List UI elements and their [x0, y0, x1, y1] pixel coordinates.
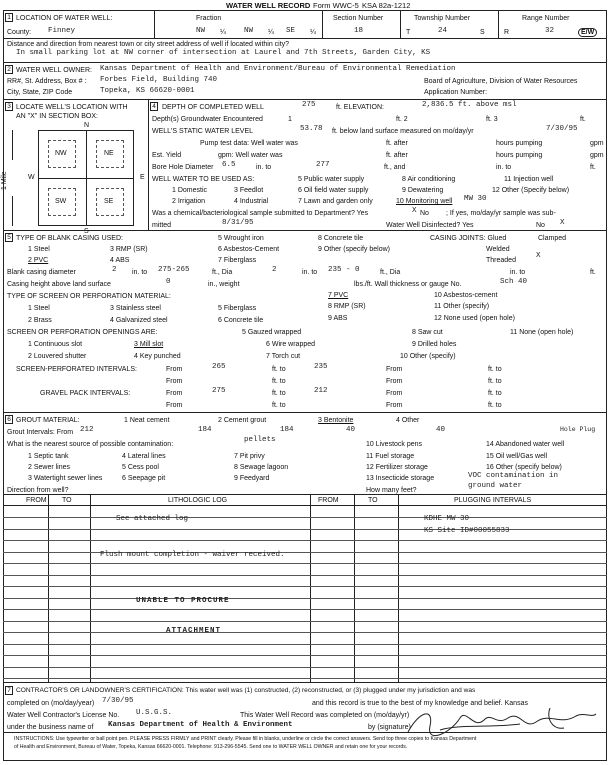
locate-label-1: LOCATE WELL'S LOCATION WITH: [16, 104, 128, 111]
screen-10: 10 Asbestos-cement: [434, 292, 498, 299]
form-title: WATER WELL RECORD: [226, 1, 311, 10]
log-row-line: [3, 563, 607, 564]
log-row-line: [3, 586, 607, 587]
log-row-line: [3, 575, 607, 576]
static-value: 53.78: [300, 125, 323, 133]
perf-to-value: 235: [314, 363, 328, 371]
form-number: Form WWC-5: [313, 1, 359, 10]
pellets-note: pellets: [244, 436, 276, 444]
county-value: Finney: [48, 27, 76, 35]
completed-label: completed on (mo/day/year): [7, 700, 95, 707]
log-row-line: [3, 609, 607, 610]
signature-label: by (signature): [368, 724, 411, 731]
grout-from-1: 212: [80, 426, 94, 434]
contam-1: 1 Septic tank: [28, 453, 69, 460]
screen-4: 4 Galvanized steel: [110, 317, 168, 324]
township-number-label: Township Number: [414, 15, 471, 22]
true-text: and this record is true to the best of my knowledge and belief. Kansas: [312, 700, 528, 707]
quadrant-sw: SW: [55, 198, 67, 205]
casing-1: 1 Steel: [28, 246, 50, 253]
range-direction: E/W: [578, 28, 597, 37]
yield-hours: hours pumping: [496, 152, 543, 159]
bore-and: ft., and: [384, 164, 406, 171]
log-to-header: TO: [62, 497, 72, 504]
opening-3: 3 Mill slot: [134, 341, 164, 348]
submitted-label: mitted: [152, 222, 172, 229]
gravel-from-4: From: [386, 402, 403, 409]
direction-label: Direction from well?: [7, 487, 69, 494]
contam-16: 16 Other (specify below): [486, 464, 562, 471]
use-4: 4 Industrial: [234, 198, 269, 205]
grout-4: 4 Other: [396, 417, 420, 424]
yield-gpm: gpm: [590, 152, 604, 159]
screen-material-label: TYPE OF SCREEN OR PERFORATION MATERIAL:: [7, 293, 171, 300]
bore-depth: 277: [316, 161, 330, 169]
log-row-line: [3, 540, 607, 541]
diameter-in-to: in. to: [132, 269, 148, 276]
application-label: Application Number:: [424, 89, 488, 96]
log-attachment: ATTACHMENT: [166, 627, 222, 635]
compass-e: E: [140, 174, 145, 181]
static-date: 7/30/95: [546, 125, 578, 133]
use-6: 6 Oil field water supply: [298, 187, 369, 194]
use-3: 3 Feedlot: [234, 187, 264, 194]
height-label: Casing height above land surface: [7, 281, 111, 288]
opening-4: 4 Key punched: [134, 353, 181, 360]
chem-tail: ; If yes, mo/day/yr sample was sub-: [446, 210, 556, 217]
log-row-line: [3, 621, 607, 622]
screen-7: 7 PVC: [328, 292, 349, 299]
log-row-line: [3, 632, 607, 633]
plug-site-id: KS Site ID#00055833: [424, 527, 510, 535]
grout-from-3: 40: [436, 426, 446, 434]
one-mile-label: 1 Mile: [1, 171, 8, 190]
log-row-line: [3, 678, 607, 679]
contam-7: 7 Pit privy: [234, 453, 265, 460]
wall-value: Sch 40: [500, 278, 528, 286]
license-value: U.S.G.S.: [136, 709, 173, 717]
gravel-label: GRAVEL PACK INTERVALS:: [40, 390, 131, 397]
contam-13: 13 Insecticide storage: [366, 475, 435, 482]
fraction-q1-quarter: ¼: [220, 29, 226, 36]
casing-9: 9 Other (specify below): [318, 246, 390, 253]
form-ksa: KSA 82a-1212: [362, 1, 411, 10]
contam-10: 10 Livestock pens: [366, 441, 423, 448]
plugging-intervals-header: PLUGGING INTERVALS: [454, 497, 532, 504]
contam-2: 2 Sewer lines: [28, 464, 71, 471]
range-r: R: [504, 29, 510, 36]
opening-6: 6 Wire wrapped: [266, 341, 316, 348]
diameter-2-value: 2: [272, 266, 277, 274]
contam-4: 4 Lateral lines: [122, 453, 166, 460]
use-10: 10 Monitoring well: [396, 198, 453, 205]
range-number-label: Range Number: [522, 15, 570, 22]
diameter-value: 2: [112, 266, 117, 274]
casing-threaded: Threaded: [486, 257, 516, 264]
record-text: This Water Well Record was completed on (mo/day/yr): [240, 712, 410, 719]
screen-12: 12 None used (open hole): [434, 315, 515, 322]
screen-1: 1 Steel: [28, 305, 50, 312]
license-label: Water Well Contractor's License No.: [7, 712, 120, 719]
bore-in-to: in. to: [496, 164, 512, 171]
groundwater-end: ft.: [580, 116, 586, 123]
opening-7: 7 Torch cut: [266, 353, 301, 360]
disinfect-no: No: [536, 222, 545, 229]
bore-to: in. to: [256, 164, 272, 171]
diameter-2-in-to: in. to: [302, 269, 318, 276]
screen-9: 9 ABS: [328, 315, 348, 322]
certification-text: CONTRACTOR'S OR LANDOWNER'S CERTIFICATION: This water well was (1) constructed, (2) reconstructed, or (3) plugged under my jurisdiction and was: [16, 687, 476, 694]
section-7-number: 7: [5, 686, 13, 695]
contam-3: 3 Watertight sewer lines: [28, 475, 103, 482]
opening-5: 5 Gauzed wrapped: [242, 329, 302, 336]
casing-7: 7 Fiberglass: [218, 257, 257, 264]
yield-label: Est. Yield: [152, 152, 182, 159]
gravel-to-value: 212: [314, 387, 328, 395]
gravel-from-value: 275: [212, 387, 226, 395]
log-from-header: FROM: [26, 497, 47, 504]
perforated-label: SCREEN-PERFORATED INTERVALS:: [16, 366, 137, 373]
lithologic-log-header: LITHOLOGIC LOG: [168, 497, 228, 504]
gravel-to-2: ft. to: [272, 402, 286, 409]
section-5-number: 5: [5, 233, 13, 242]
grout-3: 3 Bentonite: [318, 417, 354, 424]
pump-label: Pump test data: Well water was: [200, 140, 298, 147]
gravel-from-1: From: [166, 390, 183, 397]
use-5: 5 Public water supply: [298, 176, 365, 183]
quadrant-ne: NE: [104, 150, 114, 157]
groundwater-note: ground water: [468, 482, 523, 490]
elevation-value: 2,836.5 ft. above msl: [422, 101, 517, 109]
opening-1: 1 Continuous slot: [28, 341, 83, 348]
locate-label-2: AN "X" IN SECTION BOX:: [16, 113, 98, 120]
business-label: under the business name of: [7, 724, 94, 731]
screen-8: 8 RMP (SR): [328, 303, 366, 310]
bore-label: Bore Hole Diameter: [152, 164, 214, 171]
wall-label: lbs./ft. Wall thickness or gauge No.: [354, 281, 462, 288]
diameter-range: 275-265: [158, 266, 190, 274]
opening-8: 8 Saw cut: [412, 329, 443, 336]
opening-2: 2 Louvered shutter: [28, 353, 87, 360]
section-3-number: 3: [5, 102, 13, 111]
log-row-line: [3, 655, 607, 656]
contam-12: 12 Fertilizer storage: [366, 464, 428, 471]
contam-15: 15 Oil well/Gas well: [486, 453, 548, 460]
instructions-line-2: of Health and Environment, Bureau of Water, Topeka, Kansas 66620-0001. Telephone: 913-296-5545. Send one to WATER WELL OWNER and retain one for your records.: [14, 744, 408, 750]
static-text: ft. below land surface measured on mo/day/yr: [332, 128, 474, 135]
section-1-number: 1: [5, 13, 13, 22]
casing-label: TYPE OF BLANK CASING USED:: [16, 235, 123, 242]
gravel-from-2: From: [166, 402, 183, 409]
gravel-to-4: ft. to: [488, 402, 502, 409]
screen-3: 3 Stainless steel: [110, 305, 161, 312]
fraction-q1: NW: [196, 27, 206, 35]
casing-8: 8 Concrete tile: [318, 235, 364, 242]
disinfect-x: X: [560, 219, 565, 227]
diameter-label: Blank casing diameter: [7, 269, 76, 276]
township-value: 24: [438, 27, 448, 35]
township-t: T: [406, 29, 411, 36]
use-11: 11 Injection well: [504, 176, 554, 183]
log-row-line: [3, 552, 607, 553]
board-label: Board of Agriculture, Division of Water Resources: [424, 78, 578, 85]
groundwater-2: ft. 2: [396, 116, 408, 123]
groundwater-1: 1: [288, 116, 292, 123]
compass-n: N: [84, 122, 90, 129]
log-row-line: [3, 667, 607, 668]
fraction-q3: SE: [286, 27, 296, 35]
grout-from-2: 184: [280, 426, 294, 434]
plug-to-header: TO: [368, 497, 378, 504]
height-tail: in., weight: [208, 281, 240, 288]
gravel-to-3: ft. to: [488, 390, 502, 397]
perf-from-1: From: [166, 366, 183, 373]
log-unable: UNABLE TO PROCURE: [136, 597, 230, 605]
grout-to-2: 40: [346, 426, 356, 434]
use-8: 8 Air conditioning: [402, 176, 456, 183]
bore-value: 6.5: [222, 161, 236, 169]
address-value: Forbes Field, Building 740: [100, 76, 218, 84]
perf-to-3: ft. to: [488, 366, 502, 373]
perf-from-3: From: [386, 366, 403, 373]
opening-10: 10 Other (specify): [400, 353, 456, 360]
section-number-label: Section Number: [333, 15, 384, 22]
yield-after: ft. after: [386, 152, 408, 159]
contam-9: 9 Feedyard: [234, 475, 270, 482]
voc-note: VOC contamination in: [468, 472, 559, 480]
contam-6: 6 Seepage pit: [122, 475, 166, 482]
perf-to-4: ft. to: [488, 378, 502, 385]
static-label: WELL'S STATIC WATER LEVEL: [152, 128, 254, 135]
diameter-2-range: 235 - 0: [328, 266, 360, 274]
use-9: 9 Dewatering: [402, 187, 444, 194]
depth-value: 275: [302, 101, 316, 109]
log-row-line: [3, 598, 607, 599]
chem-x: X: [412, 207, 417, 215]
casing-welded: Welded: [486, 246, 510, 253]
yield-mid: gpm: Well water was: [218, 152, 283, 159]
perf-to-2: ft. to: [272, 378, 286, 385]
distance-label: Distance and direction from nearest town or city street address of well if located within city?: [7, 41, 290, 48]
plug-kdhe-id: KDHE MW 30: [424, 515, 470, 523]
perf-from-value: 265: [212, 363, 226, 371]
log-row-line: [3, 529, 607, 530]
perf-from-2: From: [166, 378, 183, 385]
city-label: City, State, ZIP Code: [7, 89, 73, 96]
casing-5: 5 Wrought iron: [218, 235, 264, 242]
casing-3: 3 RMP (SR): [110, 246, 148, 253]
county-label: County:: [7, 29, 32, 36]
diameter-2-ft-dia: ft., Dia: [380, 269, 401, 276]
pump-gpm: gpm: [590, 140, 604, 147]
city-value: Topeka, KS 66620-0001: [100, 87, 195, 95]
completed-date: 7/30/95: [102, 697, 134, 705]
section-value: 18: [354, 27, 364, 35]
openings-label: SCREEN OR PERFORATION OPENINGS ARE:: [7, 329, 158, 336]
pump-after: ft. after: [386, 140, 408, 147]
casing-2: 2 PVC: [28, 257, 49, 264]
groundwater-label: Depth(s) Groundwater Encountered: [152, 116, 263, 123]
elevation-label: ft. ELEVATION:: [336, 104, 384, 111]
contamination-label: What is the nearest source of possible contamination:: [7, 441, 174, 448]
location-label: LOCATION OF WATER WELL:: [16, 15, 113, 22]
owner-label: WATER WELL OWNER:: [16, 67, 92, 74]
distance-value: In small parking lot at NW corner of intersection at Laurel and 7th Streets, Garden City, KS: [16, 49, 431, 57]
compass-w: W: [28, 174, 35, 181]
casing-clamped: Clamped: [538, 235, 567, 242]
height-value: 0: [166, 278, 171, 286]
grout-to-1: 184: [198, 426, 212, 434]
log-row-line: [3, 644, 607, 645]
screen-2: 2 Brass: [28, 317, 52, 324]
form-frame: [3, 10, 607, 761]
chem-label: Was a chemical/bacteriological sample submitted to Department? Yes: [152, 210, 369, 217]
use-7: 7 Lawn and garden only: [298, 198, 373, 205]
gravel-from-3: From: [386, 390, 403, 397]
diameter-ft-dia: ft., Dia: [212, 269, 233, 276]
grout-label: GROUT MATERIAL:: [16, 417, 80, 424]
log-see-attached: See attached log: [116, 515, 189, 523]
hole-plug-note: Hole Plug: [560, 426, 596, 433]
bore-ft-end: ft.: [590, 164, 596, 171]
grout-2: 2 Cement grout: [218, 417, 267, 424]
casing-threaded-x: X: [536, 252, 541, 260]
grout-intervals-label: Grout Intervals: From: [7, 429, 74, 436]
fraction-q2-quarter: ¼: [268, 29, 274, 36]
groundwater-3: ft. 3: [486, 116, 498, 123]
screen-6: 6 Concrete tile: [218, 317, 264, 324]
business-value: Kansas Department of Health & Environment: [108, 721, 293, 729]
quadrant-se: SE: [104, 198, 114, 205]
plug-from-header: FROM: [318, 497, 339, 504]
contam-11: 11 Fuel storage: [366, 453, 415, 460]
use-12: 12 Other (Specify below): [492, 187, 570, 194]
township-dir: S: [480, 29, 485, 36]
fraction-q2: NW: [244, 27, 254, 35]
screen-11: 11 Other (specify): [434, 303, 490, 310]
log-row-line: [3, 517, 607, 518]
section-2-number: 2: [5, 65, 13, 74]
casing-4: 4 ABS: [110, 257, 130, 264]
use-1: 1 Domestic: [172, 187, 208, 194]
contam-5: 5 Cess pool: [122, 464, 159, 471]
fraction-label: Fraction: [196, 15, 222, 22]
owner-value: Kansas Department of Health and Environment/Bureau of Environmental Remediation: [100, 65, 456, 73]
quadrant-nw: NW: [55, 150, 67, 157]
screen-5: 5 Fiberglass: [218, 305, 257, 312]
log-flush-mount: Flush mount completion - waiver received.: [100, 551, 285, 559]
how-many-feet-label: How many feet?: [366, 487, 417, 494]
use-2: 2 Irrigation: [172, 198, 206, 205]
perf-from-4: From: [386, 378, 403, 385]
section-4-number: 4: [150, 102, 158, 111]
diameter-3-ft: ft.: [590, 269, 596, 276]
disinfect-label: Water Well Disinfected? Yes: [386, 222, 474, 229]
perf-to-1: ft. to: [272, 366, 286, 373]
grout-1: 1 Neat cement: [124, 417, 170, 424]
diameter-3-in-to: in. to: [510, 269, 526, 276]
range-value: 32: [545, 27, 555, 35]
casing-6: 6 Asbestos-Cement: [218, 246, 280, 253]
section-6-number: 6: [5, 415, 13, 424]
fraction-q3-quarter: ¼: [310, 29, 316, 36]
opening-11: 11 None (open hole): [510, 329, 574, 336]
opening-9: 9 Drilled holes: [412, 341, 457, 348]
contam-8: 8 Sewage lagoon: [234, 464, 289, 471]
pump-hours: hours pumping: [496, 140, 543, 147]
chem-no: No: [420, 210, 429, 217]
instructions-line-1: INSTRUCTIONS: Use typewriter or ball point pen. PLEASE PRESS FIRMLY and PRINT clearly. Please fill in blanks, underline or circle the correct answers. Send top three copies to Kansas Department: [14, 736, 477, 742]
submitted-date: 8/31/95: [222, 219, 254, 227]
signature-image: [400, 700, 600, 740]
use-label: WELL WATER TO BE USED AS:: [152, 176, 255, 183]
casing-joints-label: CASING JOINTS: Glued: [430, 235, 507, 242]
depth-label: DEPTH OF COMPLETED WELL: [162, 104, 264, 111]
compass-s: S: [84, 228, 89, 235]
gravel-to-1: ft. to: [272, 390, 286, 397]
contam-14: 14 Abandoned water well: [486, 441, 565, 448]
monitoring-well-id: MW 30: [464, 195, 487, 203]
address-label: RR#, St. Address, Box # :: [7, 78, 87, 85]
